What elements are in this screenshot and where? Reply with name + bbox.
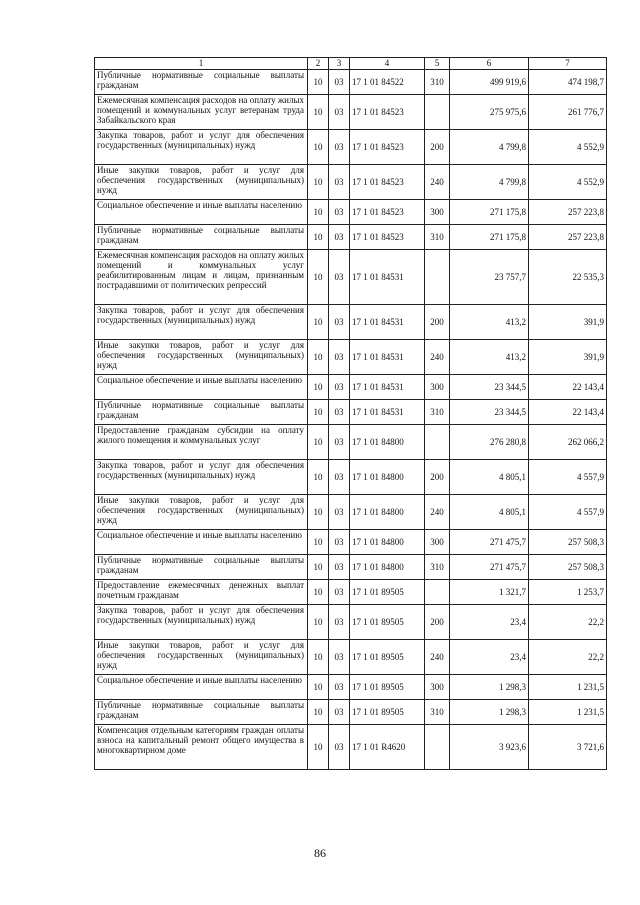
- target-article-cell: 17 1 01 84531: [350, 250, 425, 305]
- expense-type-cell: 240: [425, 165, 450, 200]
- section-code-cell: 10: [308, 425, 329, 460]
- section-code-cell: 10: [308, 130, 329, 165]
- expense-type-cell: 310: [425, 400, 450, 425]
- subsection-code-cell: 03: [329, 495, 350, 530]
- target-article-cell: 17 1 01 84800: [350, 460, 425, 495]
- row-name-cell: Закупка товаров, работ и услуг для обеспечения государственных (муниципальных) нужд: [95, 130, 308, 165]
- section-code-cell: 10: [308, 375, 329, 400]
- expense-type-cell: 240: [425, 495, 450, 530]
- section-code-cell: 10: [308, 305, 329, 340]
- expense-type-cell: 240: [425, 640, 450, 675]
- amount-year1-cell: 3 923,6: [450, 725, 529, 770]
- subsection-code-cell: 03: [329, 460, 350, 495]
- amount-year2-cell: 257 223,8: [529, 225, 607, 250]
- section-code-cell: 10: [308, 250, 329, 305]
- amount-year2-cell: 257 508,3: [529, 555, 607, 580]
- row-name-cell: Иные закупки товаров, работ и услуг для обеспечения государственных (муниципальных) нужд: [95, 640, 308, 675]
- subsection-code-cell: 03: [329, 200, 350, 225]
- expense-type-cell: [425, 95, 450, 130]
- row-name-cell: Закупка товаров, работ и услуг для обеспечения государственных (муниципальных) нужд: [95, 305, 308, 340]
- table-row: [95, 555, 607, 580]
- expense-type-cell: [425, 580, 450, 605]
- row-name-cell: Социальное обеспечение и иные выплаты населению: [95, 375, 308, 400]
- expense-type-cell: 200: [425, 460, 450, 495]
- expense-type-cell: 200: [425, 605, 450, 640]
- table-row: [95, 530, 607, 555]
- target-article-cell: 17 1 01 89505: [350, 700, 425, 725]
- amount-year1-cell: 413,2: [450, 305, 529, 340]
- amount-year2-cell: 22 143,4: [529, 375, 607, 400]
- section-code-cell: 10: [308, 700, 329, 725]
- row-name-cell: Публичные нормативные социальные выплаты гражданам: [95, 555, 308, 580]
- subsection-code-cell: 03: [329, 375, 350, 400]
- subsection-code-cell: 03: [329, 70, 350, 95]
- expense-type-cell: 200: [425, 305, 450, 340]
- amount-year2-cell: 22 143,4: [529, 400, 607, 425]
- row-name-cell: Закупка товаров, работ и услуг для обеспечения государственных (муниципальных) нужд: [95, 460, 308, 495]
- section-code-cell: 10: [308, 495, 329, 530]
- table-row: [95, 495, 607, 530]
- amount-year2-cell: 4 557,9: [529, 495, 607, 530]
- expense-type-cell: 310: [425, 70, 450, 95]
- amount-year2-cell: 1 231,5: [529, 675, 607, 700]
- target-article-cell: 17 1 01 84523: [350, 130, 425, 165]
- amount-year2-cell: 22,2: [529, 605, 607, 640]
- amount-year1-cell: 4 805,1: [450, 460, 529, 495]
- target-article-cell: 17 1 01 84800: [350, 555, 425, 580]
- amount-year1-cell: 275 975,6: [450, 95, 529, 130]
- subsection-code-cell: 03: [329, 400, 350, 425]
- amount-year1-cell: 23 344,5: [450, 375, 529, 400]
- table-row: [95, 130, 607, 165]
- table-row: [95, 460, 607, 495]
- amount-year2-cell: 1 231,5: [529, 700, 607, 725]
- expense-type-cell: 310: [425, 700, 450, 725]
- table-row: [95, 225, 607, 250]
- amount-year1-cell: 4 799,8: [450, 130, 529, 165]
- section-code-cell: 10: [308, 460, 329, 495]
- amount-year1-cell: 271 175,8: [450, 225, 529, 250]
- amount-year2-cell: 261 776,7: [529, 95, 607, 130]
- subsection-code-cell: 03: [329, 725, 350, 770]
- amount-year1-cell: 1 298,3: [450, 700, 529, 725]
- expense-type-cell: 300: [425, 375, 450, 400]
- table-row: [95, 305, 607, 340]
- target-article-cell: 17 1 01 84800: [350, 425, 425, 460]
- table-row: [95, 640, 607, 675]
- subsection-code-cell: 03: [329, 305, 350, 340]
- expense-type-cell: 300: [425, 530, 450, 555]
- row-name-cell: Социальное обеспечение и иные выплаты населению: [95, 530, 308, 555]
- amount-year2-cell: 4 552,9: [529, 165, 607, 200]
- section-code-cell: 10: [308, 400, 329, 425]
- amount-year2-cell: 257 508,3: [529, 530, 607, 555]
- subsection-code-cell: 03: [329, 580, 350, 605]
- subsection-code-cell: 03: [329, 225, 350, 250]
- subsection-code-cell: 03: [329, 555, 350, 580]
- amount-year1-cell: 23 344,5: [450, 400, 529, 425]
- budget-table: [94, 57, 607, 770]
- row-name-cell: Предоставление гражданам субсидии на оплату жилого помещения и коммунальных услуг: [95, 425, 308, 460]
- amount-year2-cell: 4 552,9: [529, 130, 607, 165]
- amount-year1-cell: 271 175,8: [450, 200, 529, 225]
- table-row: [95, 375, 607, 400]
- table-row: [95, 725, 607, 770]
- amount-year2-cell: 391,9: [529, 340, 607, 375]
- expense-type-cell: 300: [425, 675, 450, 700]
- subsection-code-cell: 03: [329, 340, 350, 375]
- table-row: [95, 400, 607, 425]
- row-name-cell: Публичные нормативные социальные выплаты гражданам: [95, 700, 308, 725]
- section-code-cell: 10: [308, 165, 329, 200]
- amount-year1-cell: 23,4: [450, 605, 529, 640]
- header-cell: 4: [350, 58, 425, 70]
- page-number: 86: [314, 846, 326, 860]
- subsection-code-cell: 03: [329, 530, 350, 555]
- amount-year1-cell: 23,4: [450, 640, 529, 675]
- expense-type-cell: [425, 250, 450, 305]
- table-row: [95, 605, 607, 640]
- table-row: [95, 425, 607, 460]
- expense-type-cell: [425, 425, 450, 460]
- amount-year1-cell: 4 805,1: [450, 495, 529, 530]
- row-name-cell: Публичные нормативные социальные выплаты гражданам: [95, 70, 308, 95]
- subsection-code-cell: 03: [329, 165, 350, 200]
- row-name-cell: Иные закупки товаров, работ и услуг для обеспечения государственных (муниципальных) нужд: [95, 340, 308, 375]
- section-code-cell: 10: [308, 95, 329, 130]
- amount-year1-cell: 1 321,7: [450, 580, 529, 605]
- expense-type-cell: 240: [425, 340, 450, 375]
- amount-year1-cell: 413,2: [450, 340, 529, 375]
- amount-year1-cell: 1 298,3: [450, 675, 529, 700]
- row-name-cell: Предоставление ежемесячных денежных выплат почетным гражданам: [95, 580, 308, 605]
- expense-type-cell: 300: [425, 200, 450, 225]
- expense-type-cell: 310: [425, 225, 450, 250]
- target-article-cell: 17 1 01 84800: [350, 495, 425, 530]
- section-code-cell: 10: [308, 340, 329, 375]
- target-article-cell: 17 1 01 84531: [350, 400, 425, 425]
- section-code-cell: 10: [308, 675, 329, 700]
- target-article-cell: 17 1 01 89505: [350, 675, 425, 700]
- row-name-cell: Публичные нормативные социальные выплаты гражданам: [95, 400, 308, 425]
- target-article-cell: 17 1 01 89505: [350, 580, 425, 605]
- row-name-cell: Иные закупки товаров, работ и услуг для обеспечения государственных (муниципальных) нужд: [95, 165, 308, 200]
- amount-year2-cell: 1 253,7: [529, 580, 607, 605]
- header-cell: 7: [529, 58, 607, 70]
- amount-year1-cell: 276 280,8: [450, 425, 529, 460]
- row-name-cell: Социальное обеспечение и иные выплаты населению: [95, 675, 308, 700]
- target-article-cell: 17 1 01 84523: [350, 225, 425, 250]
- target-article-cell: 17 1 01 84523: [350, 200, 425, 225]
- amount-year1-cell: 271 475,7: [450, 530, 529, 555]
- amount-year2-cell: 391,9: [529, 305, 607, 340]
- subsection-code-cell: 03: [329, 640, 350, 675]
- table-row: [95, 340, 607, 375]
- target-article-cell: 17 1 01 R4620: [350, 725, 425, 770]
- target-article-cell: 17 1 01 84523: [350, 95, 425, 130]
- subsection-code-cell: 03: [329, 425, 350, 460]
- row-name-cell: Ежемесячная компенсация расходов на оплату жилых помещений и коммунальных услуг реабилитированным лицам и лицам, признанным пострадавшими от политических репрессий: [95, 250, 308, 305]
- target-article-cell: 17 1 01 89505: [350, 605, 425, 640]
- subsection-code-cell: 03: [329, 130, 350, 165]
- header-cell: 3: [329, 58, 350, 70]
- amount-year2-cell: 4 557,9: [529, 460, 607, 495]
- section-code-cell: 10: [308, 70, 329, 95]
- subsection-code-cell: 03: [329, 700, 350, 725]
- expense-type-cell: [425, 725, 450, 770]
- section-code-cell: 10: [308, 725, 329, 770]
- table-row: [95, 70, 607, 95]
- table-row: [95, 200, 607, 225]
- section-code-cell: 10: [308, 555, 329, 580]
- row-name-cell: Иные закупки товаров, работ и услуг для обеспечения государственных (муниципальных) нужд: [95, 495, 308, 530]
- amount-year1-cell: 4 799,8: [450, 165, 529, 200]
- amount-year1-cell: 271 475,7: [450, 555, 529, 580]
- target-article-cell: 17 1 01 84800: [350, 530, 425, 555]
- header-cell: 2: [308, 58, 329, 70]
- target-article-cell: 17 1 01 89505: [350, 640, 425, 675]
- target-article-cell: 17 1 01 84531: [350, 340, 425, 375]
- row-name-cell: Публичные нормативные социальные выплаты гражданам: [95, 225, 308, 250]
- table-row: [95, 165, 607, 200]
- section-code-cell: 10: [308, 200, 329, 225]
- section-code-cell: 10: [308, 640, 329, 675]
- section-code-cell: 10: [308, 605, 329, 640]
- amount-year2-cell: 22 535,3: [529, 250, 607, 305]
- amount-year2-cell: 474 198,7: [529, 70, 607, 95]
- section-code-cell: 10: [308, 530, 329, 555]
- section-code-cell: 10: [308, 225, 329, 250]
- subsection-code-cell: 03: [329, 95, 350, 130]
- row-name-cell: Ежемесячная компенсация расходов на оплату жилых помещений и коммунальных услуг ветеранам труда Забайкальского края: [95, 95, 308, 130]
- table-header-row: [95, 58, 607, 70]
- amount-year1-cell: 23 757,7: [450, 250, 529, 305]
- section-code-cell: 10: [308, 580, 329, 605]
- table-row: [95, 95, 607, 130]
- table-body: [95, 58, 607, 770]
- header-cell: 1: [95, 58, 308, 70]
- table-row: [95, 250, 607, 305]
- amount-year1-cell: 499 919,6: [450, 70, 529, 95]
- amount-year2-cell: 22,2: [529, 640, 607, 675]
- table-row: [95, 700, 607, 725]
- amount-year2-cell: 257 223,8: [529, 200, 607, 225]
- expense-type-cell: 310: [425, 555, 450, 580]
- target-article-cell: 17 1 01 84531: [350, 375, 425, 400]
- table-row: [95, 580, 607, 605]
- row-name-cell: Компенсация отдельным категориям граждан оплаты взноса на капитальный ремонт общего имущества в многоквартирном доме: [95, 725, 308, 770]
- target-article-cell: 17 1 01 84523: [350, 165, 425, 200]
- table-row: [95, 675, 607, 700]
- subsection-code-cell: 03: [329, 675, 350, 700]
- target-article-cell: 17 1 01 84531: [350, 305, 425, 340]
- row-name-cell: Закупка товаров, работ и услуг для обеспечения государственных (муниципальных) нужд: [95, 605, 308, 640]
- subsection-code-cell: 03: [329, 250, 350, 305]
- header-cell: 5: [425, 58, 450, 70]
- subsection-code-cell: 03: [329, 605, 350, 640]
- target-article-cell: 17 1 01 84522: [350, 70, 425, 95]
- row-name-cell: Социальное обеспечение и иные выплаты населению: [95, 200, 308, 225]
- expense-type-cell: 200: [425, 130, 450, 165]
- amount-year2-cell: 262 066,2: [529, 425, 607, 460]
- amount-year2-cell: 3 721,6: [529, 725, 607, 770]
- header-cell: 6: [450, 58, 529, 70]
